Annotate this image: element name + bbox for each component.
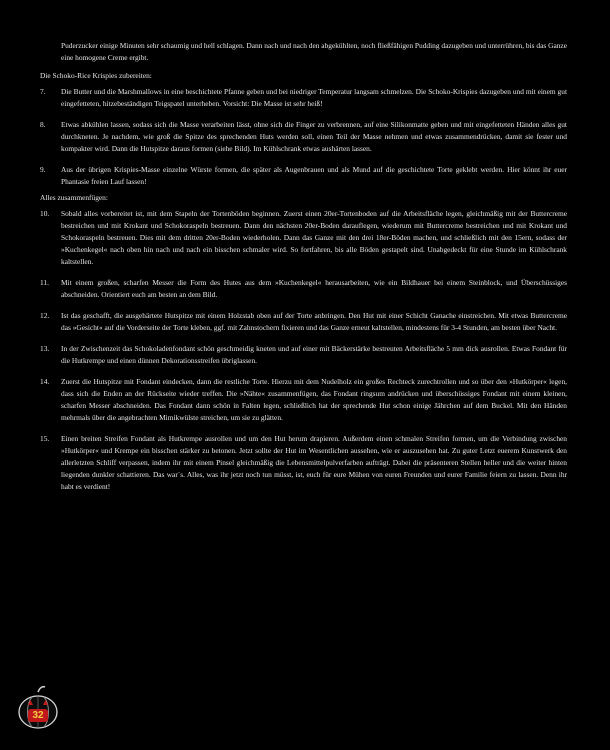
step-text: Ist das geschafft, die ausgehärtete Hutspitze mit einem Holzstab oben auf der Torte anbringen. Den Hut mit einer Schicht Ganache einstreichen. Mit etwas Buttercreme das »Gesicht« auf die Vorderseite der Torte kleben, ggf. mit Zahnstochern fixieren und das Ganze erneut kaltstellen, mindestens für 3-4 Stunden, am besten über Nacht. <box>61 311 567 332</box>
step-number: 11. <box>40 278 49 287</box>
step-item <box>40 277 567 301</box>
step-number: 9. <box>40 165 46 174</box>
recipe-page <box>40 40 567 502</box>
step-number: 15. <box>40 434 50 443</box>
step-text: Aus der übrigen Krispies-Masse einzelne Würste formen, die später als Augenbrauen und als Mund auf die geschichtete Torte geklebt werden. Hier könnt ihr euer Phantasie freien Lauf lassen! <box>61 165 567 186</box>
step-text: Einen breiten Streifen Fondant als Hutkrempe ausrollen und um den Hut herum drapieren. Außerdem einen schmalen Streifen formen, um die Verbindung zwischen »Hutkörper« und Krempe ein bisschen stärker zu betonen. Jetzt sollte der Hut im Wesentlichen aussehen, wie er auszusehen hat. Zu guter Letzt euerem Kunstwerk den allerletzten Schliff verpassen, indem ihr mit einem Pinsel gleichmäßig die Lebensmittelpulverfarben aufträgt. Dabei die präsenteren Stellen heller und die weiter hinten liegenden dunkler schattieren. Das war´s. Alles, was ihr jetzt noch tun müsst, ist, euch für eure Mühen von euren Freunden und eurer Familie feiern zu lassen. Denn ihr habt es verdient! <box>61 434 567 491</box>
step-text: Zuerst die Hutspitze mit Fondant eindecken, dann die restliche Torte. Hierzu mit dem Nudelholz ein großes Rechteck zurechtrollen und so über den »Hutkörper« legen, dass sich die Enden an der Rückseite wieder treffen. Die »Nähte« zusammenfügen, das Fondant ringsum andrücken und überschüssiges Fondant mit einem kleinen, scharfen Messer abschneiden. Das Fondant dann schön in Falten legen, schließlich hat der sprechende Hut schon einige Jährchen auf dem Buckel. Mit den Händen mehrmals über die angebrachten Mimikwülste streichen, um sie zu glätten. <box>61 377 567 422</box>
step-text: Sobald alles vorbereitet ist, mit dem Stapeln der Tortenböden beginnen. Zuerst einen 20er-Tortenboden auf die Arbeitsfläche legen, gleichmäßig mit der Buttercreme bestreichen und mit Krokant und Schokoraspeln bestreuen. Dann den nächsten 20er-Boden darauflegen, wiederum mit Buttercreme bestreichen und mit Krokant und Schokoraspeln bestreuen. Dies mit dem dritten 20er-Boden wiederholen. Dann das Ganze mit den drei 18er-Böden machen, und schließlich mit den 15ern, sodass der »Kuchenkegel« nach oben hin nach und nach ein bisschen schmaler wird. So fortfahren, bis alle Böden gestapelt sind. Unabgedeckt für eine Stunde im Kühlschrank kaltstellen. <box>61 209 567 266</box>
step-number: 14. <box>40 377 50 386</box>
page-number: 32 <box>32 710 44 721</box>
step-text: Die Butter und die Marshmallows in eine beschichtete Pfanne geben und bei niedriger Temperatur langsam schmelzen. Die Schoko-Krispies dazugeben und mit einem gut eingefetteten, hitzebeständigen Teigspatel unterheben. Vorsicht: Die Masse ist sehr heiß! <box>61 87 567 108</box>
step-item <box>40 208 567 268</box>
step-item <box>40 119 567 155</box>
step-number: 12. <box>40 311 50 320</box>
section-heading-crispies: Die Schoko-Rice Krispies zubereiten: <box>40 71 152 80</box>
step-number: 13. <box>40 344 50 353</box>
pumpkin-page-badge <box>16 684 60 732</box>
step-text: In der Zwischenzeit das Schokoladenfondant schön geschmeidig kneten und auf einer mit Bäckerstärke bestreuten Arbeitsfläche 5 mm dick ausrollen. Etwas Fondant für die Hutkrempe und einen dünnen Dekorationsstreifen übriglassen. <box>61 344 567 365</box>
step-item <box>40 164 567 188</box>
step-item <box>40 376 567 424</box>
pumpkin-icon <box>16 684 60 732</box>
step-number: 10. <box>40 209 50 218</box>
step-item <box>40 433 567 493</box>
step-item <box>40 86 567 110</box>
step-item <box>40 310 567 334</box>
step-number: 7. <box>40 87 46 96</box>
intro-paragraph: Puderzucker einige Minuten sehr schaumig und hell schlagen. Dann nach und nach den abgekühlten, noch fließfähigen Pudding dazugeben und unterrühren, bis das Ganze eine homogene Creme ergibt. <box>61 41 567 62</box>
step-number: 8. <box>40 120 46 129</box>
step-text: Mit einem großen, scharfen Messer die Form des Hutes aus dem »Kuchenkegel« herausarbeiten, wie ein Bildhauer bei einem Steinblock, und Überschüssiges abschneiden. Orientiert euch am besten an dem Bild. <box>61 278 567 299</box>
step-item <box>40 343 567 367</box>
section-heading-assembly: Alles zusammenfügen: <box>40 193 108 202</box>
step-text: Etwas abkühlen lassen, sodass sich die Masse verarbeiten lässt, ohne sich die Finger zu verbrennen, auf eine Silikonmatte geben und mit eingefetteten Händen alles gut durchkneten. Je nachdem, wie groß die Spitze des sprechenden Huts werden soll, einen Teil der Masse nehmen und etwas zusammendrücken, damit sie fester und kompakter wird. Dann die Hutspitze daraus formen (siehe Bild). Im Kühlschrank etwas aushärten lassen. <box>61 120 567 153</box>
